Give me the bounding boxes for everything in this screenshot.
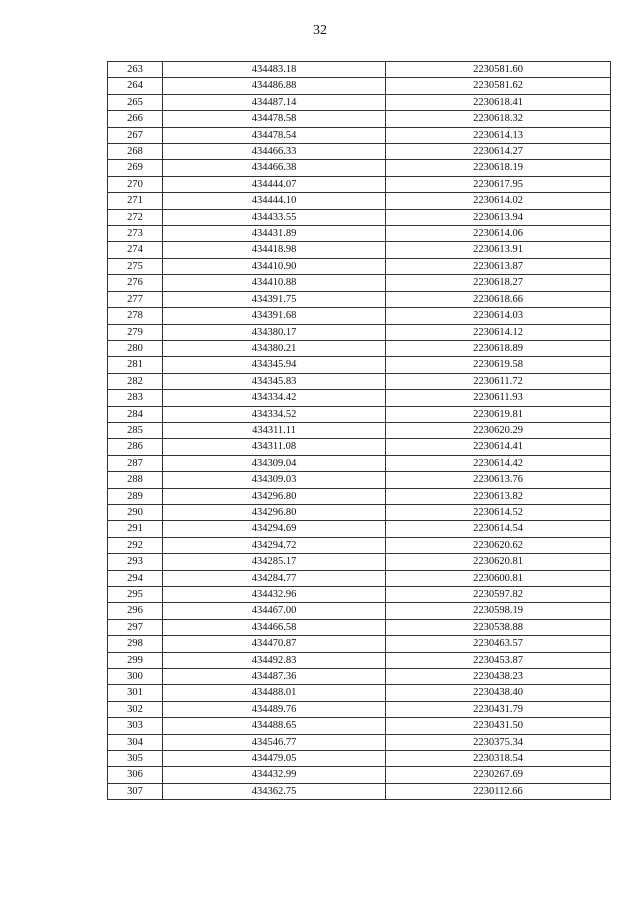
x-coordinate-cell: 434470.87 bbox=[163, 636, 386, 652]
point-number-cell: 274 bbox=[108, 242, 163, 258]
point-number-cell: 298 bbox=[108, 636, 163, 652]
table-row bbox=[108, 455, 611, 471]
x-coordinate-cell: 434487.36 bbox=[163, 669, 386, 685]
table-row bbox=[108, 406, 611, 422]
point-number-cell: 268 bbox=[108, 144, 163, 160]
table-row bbox=[108, 144, 611, 160]
table-row bbox=[108, 636, 611, 652]
table-row bbox=[108, 587, 611, 603]
table-row bbox=[108, 734, 611, 750]
y-coordinate-cell: 2230613.94 bbox=[386, 209, 611, 225]
point-number-cell: 288 bbox=[108, 472, 163, 488]
x-coordinate-cell: 434391.68 bbox=[163, 308, 386, 324]
table-row bbox=[108, 340, 611, 356]
point-number-cell: 305 bbox=[108, 751, 163, 767]
y-coordinate-cell: 2230618.32 bbox=[386, 111, 611, 127]
point-number-cell: 273 bbox=[108, 226, 163, 242]
table-row bbox=[108, 209, 611, 225]
x-coordinate-cell: 434492.83 bbox=[163, 652, 386, 668]
y-coordinate-cell: 2230614.03 bbox=[386, 308, 611, 324]
y-coordinate-cell: 2230538.88 bbox=[386, 619, 611, 635]
point-number-cell: 293 bbox=[108, 554, 163, 570]
point-number-cell: 294 bbox=[108, 570, 163, 586]
y-coordinate-cell: 2230619.58 bbox=[386, 357, 611, 373]
table-row bbox=[108, 275, 611, 291]
y-coordinate-cell: 2230614.42 bbox=[386, 455, 611, 471]
x-coordinate-cell: 434284.77 bbox=[163, 570, 386, 586]
x-coordinate-cell: 434466.58 bbox=[163, 619, 386, 635]
table-row bbox=[108, 176, 611, 192]
point-number-cell: 286 bbox=[108, 439, 163, 455]
y-coordinate-cell: 2230614.41 bbox=[386, 439, 611, 455]
x-coordinate-cell: 434391.75 bbox=[163, 291, 386, 307]
x-coordinate-cell: 434486.88 bbox=[163, 78, 386, 94]
table-row bbox=[108, 554, 611, 570]
point-number-cell: 304 bbox=[108, 734, 163, 750]
table-row bbox=[108, 390, 611, 406]
table-row bbox=[108, 488, 611, 504]
x-coordinate-cell: 434418.98 bbox=[163, 242, 386, 258]
table-row bbox=[108, 751, 611, 767]
table-row bbox=[108, 242, 611, 258]
y-coordinate-cell: 2230453.87 bbox=[386, 652, 611, 668]
point-number-cell: 300 bbox=[108, 669, 163, 685]
point-number-cell: 278 bbox=[108, 308, 163, 324]
y-coordinate-cell: 2230611.93 bbox=[386, 390, 611, 406]
x-coordinate-cell: 434466.38 bbox=[163, 160, 386, 176]
page-number: 32 bbox=[313, 23, 327, 38]
y-coordinate-cell: 2230614.02 bbox=[386, 193, 611, 209]
y-coordinate-cell: 2230620.29 bbox=[386, 422, 611, 438]
x-coordinate-cell: 434444.10 bbox=[163, 193, 386, 209]
point-number-cell: 276 bbox=[108, 275, 163, 291]
point-number-cell: 277 bbox=[108, 291, 163, 307]
point-number-cell: 291 bbox=[108, 521, 163, 537]
y-coordinate-cell: 2230318.54 bbox=[386, 751, 611, 767]
table-row bbox=[108, 324, 611, 340]
point-number-cell: 285 bbox=[108, 422, 163, 438]
x-coordinate-cell: 434410.90 bbox=[163, 258, 386, 274]
table-row bbox=[108, 701, 611, 717]
y-coordinate-cell: 2230431.79 bbox=[386, 701, 611, 717]
table-row bbox=[108, 652, 611, 668]
coordinates-table bbox=[107, 61, 611, 800]
table-row bbox=[108, 603, 611, 619]
point-number-cell: 270 bbox=[108, 176, 163, 192]
y-coordinate-cell: 2230620.81 bbox=[386, 554, 611, 570]
point-number-cell: 299 bbox=[108, 652, 163, 668]
y-coordinate-cell: 2230618.27 bbox=[386, 275, 611, 291]
point-number-cell: 302 bbox=[108, 701, 163, 717]
y-coordinate-cell: 2230438.40 bbox=[386, 685, 611, 701]
y-coordinate-cell: 2230613.82 bbox=[386, 488, 611, 504]
point-number-cell: 279 bbox=[108, 324, 163, 340]
y-coordinate-cell: 2230267.69 bbox=[386, 767, 611, 783]
y-coordinate-cell: 2230614.12 bbox=[386, 324, 611, 340]
y-coordinate-cell: 2230614.27 bbox=[386, 144, 611, 160]
x-coordinate-cell: 434483.18 bbox=[163, 62, 386, 78]
y-coordinate-cell: 2230581.60 bbox=[386, 62, 611, 78]
x-coordinate-cell: 434467.00 bbox=[163, 603, 386, 619]
x-coordinate-cell: 434311.11 bbox=[163, 422, 386, 438]
y-coordinate-cell: 2230617.95 bbox=[386, 176, 611, 192]
x-coordinate-cell: 434489.76 bbox=[163, 701, 386, 717]
point-number-cell: 289 bbox=[108, 488, 163, 504]
table-row bbox=[108, 685, 611, 701]
table-row bbox=[108, 62, 611, 78]
y-coordinate-cell: 2230618.66 bbox=[386, 291, 611, 307]
point-number-cell: 283 bbox=[108, 390, 163, 406]
y-coordinate-cell: 2230620.62 bbox=[386, 537, 611, 553]
x-coordinate-cell: 434433.55 bbox=[163, 209, 386, 225]
point-number-cell: 272 bbox=[108, 209, 163, 225]
point-number-cell: 280 bbox=[108, 340, 163, 356]
x-coordinate-cell: 434444.07 bbox=[163, 176, 386, 192]
table-row bbox=[108, 160, 611, 176]
y-coordinate-cell: 2230619.81 bbox=[386, 406, 611, 422]
x-coordinate-cell: 434479.05 bbox=[163, 751, 386, 767]
table-row bbox=[108, 718, 611, 734]
x-coordinate-cell: 434334.42 bbox=[163, 390, 386, 406]
x-coordinate-cell: 434296.80 bbox=[163, 488, 386, 504]
x-coordinate-cell: 434432.96 bbox=[163, 587, 386, 603]
x-coordinate-cell: 434478.54 bbox=[163, 127, 386, 143]
y-coordinate-cell: 2230614.52 bbox=[386, 504, 611, 520]
point-number-cell: 290 bbox=[108, 504, 163, 520]
point-number-cell: 267 bbox=[108, 127, 163, 143]
point-number-cell: 284 bbox=[108, 406, 163, 422]
y-coordinate-cell: 2230618.89 bbox=[386, 340, 611, 356]
y-coordinate-cell: 2230600.81 bbox=[386, 570, 611, 586]
y-coordinate-cell: 2230375.34 bbox=[386, 734, 611, 750]
x-coordinate-cell: 434487.14 bbox=[163, 94, 386, 110]
table-row bbox=[108, 127, 611, 143]
table-row bbox=[108, 111, 611, 127]
table-row bbox=[108, 422, 611, 438]
x-coordinate-cell: 434362.75 bbox=[163, 783, 386, 799]
point-number-cell: 297 bbox=[108, 619, 163, 635]
point-number-cell: 281 bbox=[108, 357, 163, 373]
x-coordinate-cell: 434478.58 bbox=[163, 111, 386, 127]
point-number-cell: 296 bbox=[108, 603, 163, 619]
point-number-cell: 275 bbox=[108, 258, 163, 274]
table-row bbox=[108, 94, 611, 110]
table-row bbox=[108, 78, 611, 94]
y-coordinate-cell: 2230618.19 bbox=[386, 160, 611, 176]
table-row bbox=[108, 373, 611, 389]
y-coordinate-cell: 2230614.13 bbox=[386, 127, 611, 143]
table-row bbox=[108, 357, 611, 373]
x-coordinate-cell: 434309.03 bbox=[163, 472, 386, 488]
point-number-cell: 306 bbox=[108, 767, 163, 783]
y-coordinate-cell: 2230112.66 bbox=[386, 783, 611, 799]
table-row bbox=[108, 669, 611, 685]
y-coordinate-cell: 2230614.06 bbox=[386, 226, 611, 242]
y-coordinate-cell: 2230431.50 bbox=[386, 718, 611, 734]
y-coordinate-cell: 2230597.82 bbox=[386, 587, 611, 603]
y-coordinate-cell: 2230613.76 bbox=[386, 472, 611, 488]
point-number-cell: 282 bbox=[108, 373, 163, 389]
point-number-cell: 271 bbox=[108, 193, 163, 209]
y-coordinate-cell: 2230438.23 bbox=[386, 669, 611, 685]
x-coordinate-cell: 434345.94 bbox=[163, 357, 386, 373]
point-number-cell: 266 bbox=[108, 111, 163, 127]
x-coordinate-cell: 434410.88 bbox=[163, 275, 386, 291]
y-coordinate-cell: 2230613.87 bbox=[386, 258, 611, 274]
point-number-cell: 264 bbox=[108, 78, 163, 94]
point-number-cell: 269 bbox=[108, 160, 163, 176]
point-number-cell: 303 bbox=[108, 718, 163, 734]
point-number-cell: 263 bbox=[108, 62, 163, 78]
y-coordinate-cell: 2230611.72 bbox=[386, 373, 611, 389]
x-coordinate-cell: 434311.08 bbox=[163, 439, 386, 455]
point-number-cell: 292 bbox=[108, 537, 163, 553]
x-coordinate-cell: 434285.17 bbox=[163, 554, 386, 570]
x-coordinate-cell: 434432.99 bbox=[163, 767, 386, 783]
point-number-cell: 295 bbox=[108, 587, 163, 603]
y-coordinate-cell: 2230581.62 bbox=[386, 78, 611, 94]
x-coordinate-cell: 434488.01 bbox=[163, 685, 386, 701]
table-row bbox=[108, 308, 611, 324]
point-number-cell: 301 bbox=[108, 685, 163, 701]
y-coordinate-cell: 2230598.19 bbox=[386, 603, 611, 619]
table-row bbox=[108, 226, 611, 242]
point-number-cell: 265 bbox=[108, 94, 163, 110]
coordinates-table-body bbox=[108, 62, 611, 800]
point-number-cell: 287 bbox=[108, 455, 163, 471]
table-row bbox=[108, 193, 611, 209]
table-row bbox=[108, 537, 611, 553]
point-number-cell: 307 bbox=[108, 783, 163, 799]
x-coordinate-cell: 434488.65 bbox=[163, 718, 386, 734]
x-coordinate-cell: 434309.04 bbox=[163, 455, 386, 471]
table-row bbox=[108, 472, 611, 488]
x-coordinate-cell: 434296.80 bbox=[163, 504, 386, 520]
x-coordinate-cell: 434294.69 bbox=[163, 521, 386, 537]
x-coordinate-cell: 434380.17 bbox=[163, 324, 386, 340]
x-coordinate-cell: 434546.77 bbox=[163, 734, 386, 750]
x-coordinate-cell: 434345.83 bbox=[163, 373, 386, 389]
table-row bbox=[108, 619, 611, 635]
table-row bbox=[108, 258, 611, 274]
table-row bbox=[108, 521, 611, 537]
x-coordinate-cell: 434466.33 bbox=[163, 144, 386, 160]
table-row bbox=[108, 783, 611, 799]
y-coordinate-cell: 2230618.41 bbox=[386, 94, 611, 110]
y-coordinate-cell: 2230613.91 bbox=[386, 242, 611, 258]
x-coordinate-cell: 434431.89 bbox=[163, 226, 386, 242]
table-row bbox=[108, 291, 611, 307]
table-row bbox=[108, 504, 611, 520]
table-row bbox=[108, 439, 611, 455]
y-coordinate-cell: 2230463.57 bbox=[386, 636, 611, 652]
x-coordinate-cell: 434294.72 bbox=[163, 537, 386, 553]
table-row bbox=[108, 767, 611, 783]
x-coordinate-cell: 434380.21 bbox=[163, 340, 386, 356]
table-row bbox=[108, 570, 611, 586]
y-coordinate-cell: 2230614.54 bbox=[386, 521, 611, 537]
x-coordinate-cell: 434334.52 bbox=[163, 406, 386, 422]
